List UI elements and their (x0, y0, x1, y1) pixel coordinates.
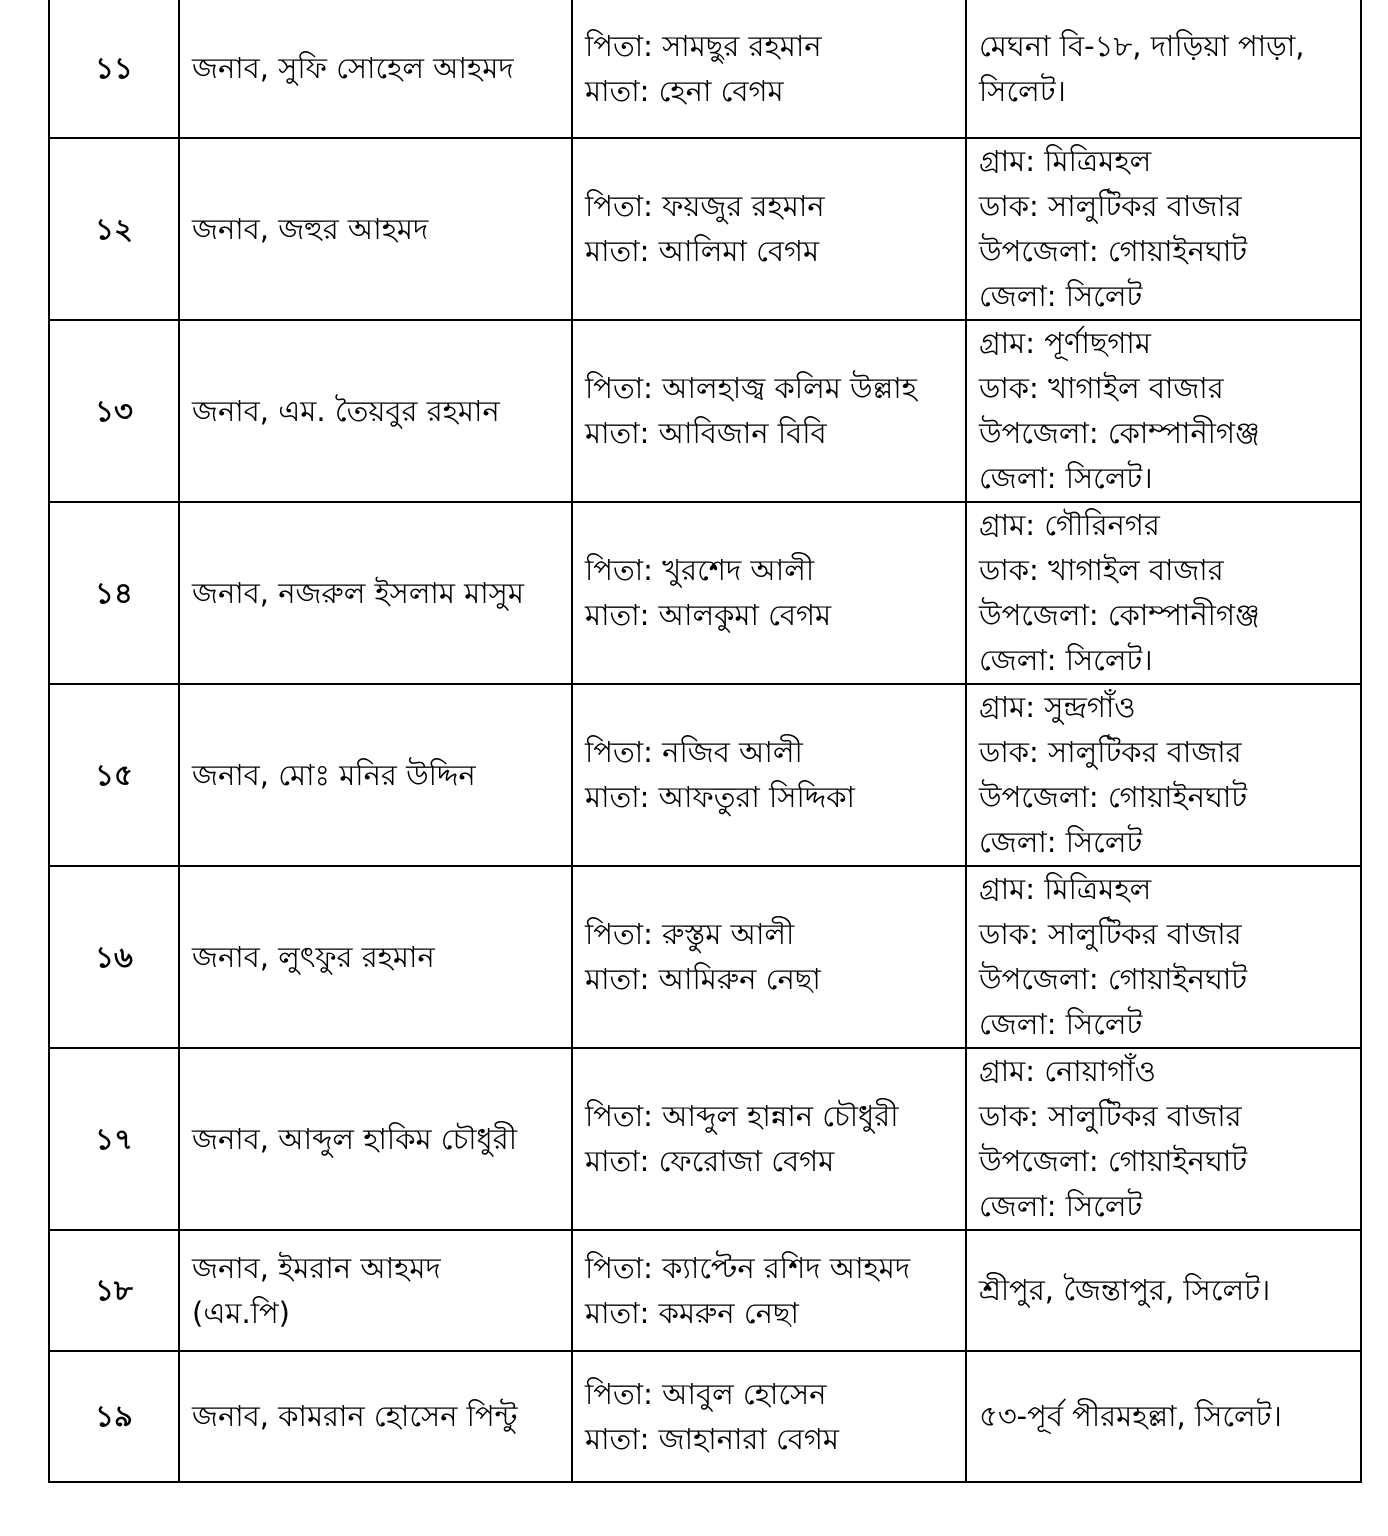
father-name: পিতা: খুরশেদ আলী (585, 553, 815, 587)
name-line: জনাব, মোঃ মনির উদ্দিন (192, 757, 476, 792)
upazila-line: উপজেলা: গোয়াইনঘাট (979, 234, 1248, 268)
table-row (49, 138, 1361, 320)
father-name: পিতা: রুস্তুম আলী (585, 917, 795, 951)
address-info (966, 1351, 1361, 1482)
district-line: জেলা: সিলেট। (979, 643, 1153, 677)
table-row (49, 502, 1361, 684)
member-name (179, 1048, 572, 1230)
member-name (179, 866, 572, 1048)
address-line: মেঘনা বি-১৮, দাড়িয়া পাড়া, (979, 28, 1305, 63)
district-line: জেলা: সিলেট (979, 279, 1143, 313)
father-name: পিতা: আব্দুল হান্নান চৌধুরী (585, 1099, 899, 1133)
member-name (179, 320, 572, 502)
mother-name: মাতা: ফেরোজা বেগম (585, 1144, 835, 1178)
member-name (179, 502, 572, 684)
parents-info (572, 684, 966, 866)
serial-number: ১৯ (49, 1351, 179, 1482)
name-line: জনাব, ইমরান আহমদ (192, 1250, 441, 1285)
address-info (966, 1048, 1361, 1230)
address-info (966, 320, 1361, 502)
address-line: ৫৩-পূর্ব পীরমহল্লা, সিলেট। (979, 1399, 1282, 1433)
serial-number: ১৫ (49, 684, 179, 866)
address-info (966, 0, 1361, 138)
mother-name: মাতা: জাহানারা বেগম (585, 1421, 839, 1456)
serial-number: ১৬ (49, 866, 179, 1048)
mother-name: মাতা: আবিজান বিবি (585, 416, 827, 450)
parents-info (572, 320, 966, 502)
table-row (49, 1230, 1361, 1351)
mother-name: মাতা: আলকুমা বেগম (585, 598, 832, 632)
address-info (966, 866, 1361, 1048)
district-line: জেলা: সিলেট (979, 1007, 1143, 1041)
village-line: গ্রাম: নোয়াগাঁও (979, 1054, 1156, 1088)
address-info (966, 684, 1361, 866)
name-suffix: (এম.পি) (192, 1295, 290, 1330)
table-row (49, 1351, 1361, 1482)
village-line: গ্রাম: মিত্রিমহল (979, 872, 1152, 906)
mother-name: মাতা: হেনা বেগম (585, 73, 784, 108)
parents-info (572, 0, 966, 138)
member-roster-table (48, 0, 1362, 1483)
member-name (179, 138, 572, 320)
address-line: শ্রীপুর, জৈন্তাপুর, সিলেট। (979, 1273, 1271, 1307)
table-row (49, 320, 1361, 502)
address-info (966, 1230, 1361, 1351)
father-name: পিতা: আলহাজ্ব কলিম উল্লাহ (585, 371, 917, 405)
name-line: জনাব, এম. তৈয়বুর রহমান (192, 393, 500, 428)
serial-number: ১৮ (49, 1230, 179, 1351)
village-line: গ্রাম: মিত্রিমহল (979, 144, 1152, 178)
serial-number: ১১ (49, 0, 179, 138)
serial-number: ১৪ (49, 502, 179, 684)
post-office-line: ডাক: সালুটিকর বাজার (979, 1099, 1242, 1133)
post-office-line: ডাক: সালুটিকর বাজার (979, 189, 1242, 223)
serial-number: ১২ (49, 138, 179, 320)
address-line: সিলেট। (979, 73, 1066, 108)
upazila-line: উপজেলা: গোয়াইনঘাট (979, 1144, 1248, 1178)
name-line: জনাব, নজরুল ইসলাম মাসুম (192, 575, 524, 610)
post-office-line: ডাক: খাগাইল বাজার (979, 371, 1224, 405)
member-name (179, 0, 572, 138)
parents-info (572, 1351, 966, 1482)
table-row (49, 0, 1361, 138)
upazila-line: উপজেলা: গোয়াইনঘাট (979, 780, 1248, 814)
district-line: জেলা: সিলেট (979, 1189, 1143, 1223)
parents-info (572, 1230, 966, 1351)
parents-info (572, 138, 966, 320)
post-office-line: ডাক: সালুটিকর বাজার (979, 917, 1242, 951)
father-name: পিতা: সামছুর রহমান (585, 28, 822, 63)
serial-number: ১৭ (49, 1048, 179, 1230)
upazila-line: উপজেলা: কোম্পানীগঞ্জ (979, 416, 1260, 450)
upazila-line: উপজেলা: কোম্পানীগঞ্জ (979, 598, 1260, 632)
name-line: জনাব, জহুর আহমদ (192, 211, 429, 246)
father-name: পিতা: ফয়জুর রহমান (585, 189, 825, 223)
father-name: পিতা: আবুল হোসেন (585, 1376, 827, 1411)
table-row (49, 1048, 1361, 1230)
table-row (49, 684, 1361, 866)
village-line: গ্রাম: গৌরিনগর (979, 508, 1160, 542)
name-line: জনাব, সুফি সোহেল আহমদ (192, 51, 514, 85)
father-name: পিতা: ক্যাপ্টেন রশিদ আহমদ (585, 1250, 911, 1285)
member-name (179, 684, 572, 866)
name-line: জনাব, কামরান হোসেন পিন্টু (192, 1399, 518, 1433)
mother-name: মাতা: আমিরুন নেছা (585, 962, 821, 996)
district-line: জেলা: সিলেট। (979, 461, 1153, 495)
address-info (966, 138, 1361, 320)
address-info (966, 502, 1361, 684)
member-name (179, 1351, 572, 1482)
member-name (179, 1230, 572, 1351)
village-line: গ্রাম: পূর্ণাছগাম (979, 326, 1151, 360)
mother-name: মাতা: আলিমা বেগম (585, 234, 820, 268)
post-office-line: ডাক: সালুটিকর বাজার (979, 735, 1242, 769)
parents-info (572, 866, 966, 1048)
parents-info (572, 1048, 966, 1230)
name-line: জনাব, লুৎফুর রহমান (192, 939, 435, 974)
serial-number: ১৩ (49, 320, 179, 502)
table-row (49, 866, 1361, 1048)
upazila-line: উপজেলা: গোয়াইনঘাট (979, 962, 1248, 996)
name-line: জনাব, আব্দুল হাকিম চৌধুরী (192, 1121, 518, 1156)
father-name: পিতা: নজিব আলী (585, 735, 803, 769)
district-line: জেলা: সিলেট (979, 825, 1143, 859)
post-office-line: ডাক: খাগাইল বাজার (979, 553, 1224, 587)
village-line: গ্রাম: সুন্দ্রগাঁও (979, 690, 1136, 724)
parents-info (572, 502, 966, 684)
mother-name: মাতা: আফতুরা সিদ্দিকা (585, 780, 855, 814)
mother-name: মাতা: কমরুন নেছা (585, 1295, 799, 1330)
